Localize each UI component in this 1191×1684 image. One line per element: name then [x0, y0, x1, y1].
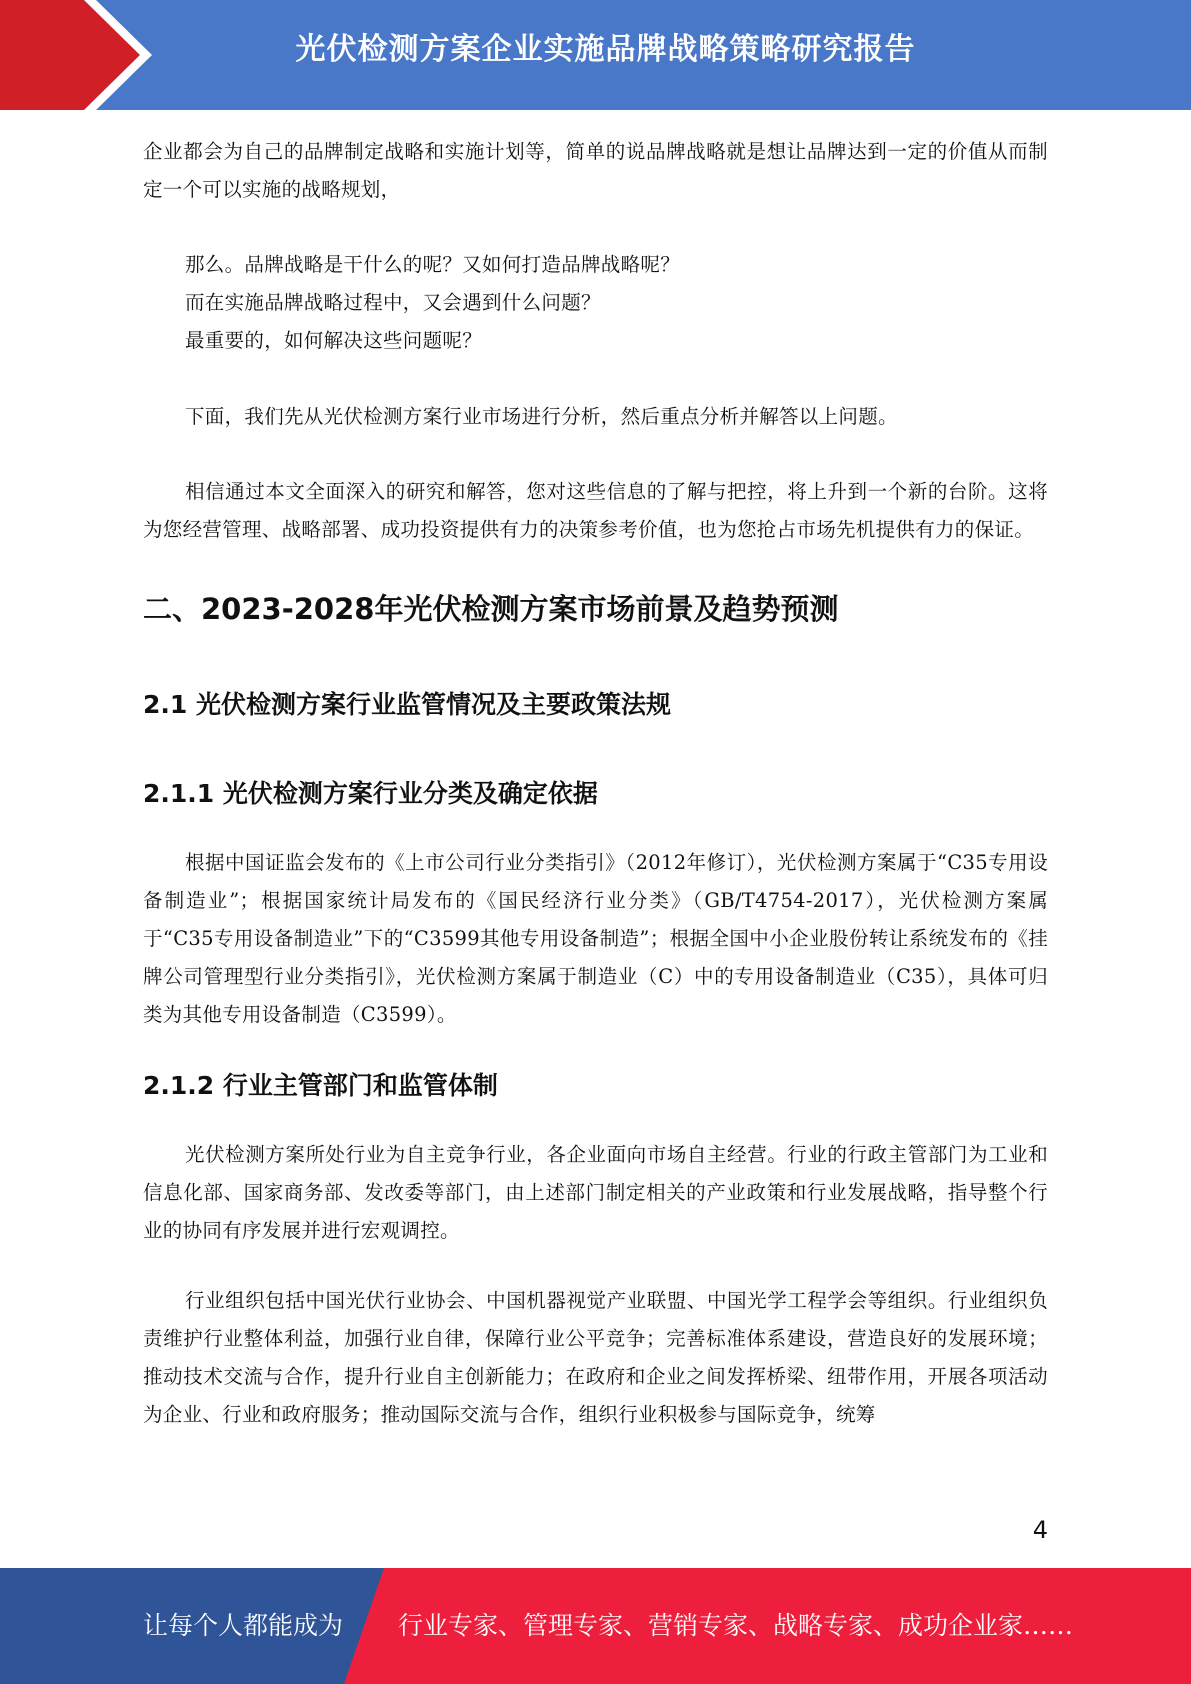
intro-paragraph-2-block: [143, 398, 1048, 436]
intro-paragraph-block: [143, 133, 1048, 209]
section-2-1-2-paragraph-2: 行业组织包括中国光伏行业协会、中国机器视觉产业联盟、中国光学工程学会等组织。行业组织负责维护行业整体利益，加强行业自律，保障行业公平竞争；完善标准体系建设，营造良好的发展环境；推动技术交流与合作，提升行业自主创新能力；在政府和企业之间发挥桥梁、纽带作用，开展各项活动为企业、行业和政府服务；推动国际交流与合作，组织行业积极参与国际竞争，统筹: [143, 1289, 1048, 1426]
question-2: 而在实施品牌战略过程中，又会遇到什么问题？: [185, 291, 601, 314]
question-3: 最重要的，如何解决这些问题呢？: [185, 329, 483, 352]
footer-slogan-left: 让每个人都能成为: [143, 1611, 344, 1640]
red-chevron-decoration: [0, 0, 160, 110]
section-2-1-2-heading: 2.1.2 行业主管部门和监管体制: [143, 1071, 498, 1100]
footer-slogan-right: 行业专家、管理专家、营销专家、战略专家、成功企业家……: [398, 1611, 1074, 1640]
section-2-1-heading: 2.1 光伏检测方案行业监管情况及主要政策法规: [143, 690, 671, 719]
section-2-1-1-heading: 2.1.1 光伏检测方案行业分类及确定依据: [143, 779, 598, 808]
intro-paragraph-2: 下面，我们先从光伏检测方案行业市场进行分析，然后重点分析并解答以上问题。: [185, 405, 898, 428]
page-content: [143, 133, 1048, 1434]
intro-paragraph-3-block: [143, 473, 1048, 549]
intro-paragraph-1: 企业都会为自己的品牌制定战略和实施计划等，简单的说品牌战略就是想让品牌达到一定的价值从而制定一个可以实施的战略规划，: [143, 140, 1048, 201]
section-2-1-2-body-1: [143, 1136, 1048, 1250]
section-2-1-2-paragraph-1: 光伏检测方案所处行业为自主竞争行业，各企业面向市场自主经营。行业的行政主管部门为工业和信息化部、国家商务部、发改委等部门，由上述部门制定相关的产业政策和行业发展战略，指导整个行业的协同有序发展并进行宏观调控。: [143, 1143, 1048, 1242]
intro-paragraph-3: 相信通过本文全面深入的研究和解答，您对这些信息的了解与把控，将上升到一个新的台阶。这将为您经营管理、战略部署、成功投资提供有力的决策参考价值，也为您抢占市场先机提供有力的保证。: [143, 480, 1048, 541]
question-list: [143, 246, 1048, 360]
section-2-1-2-body-2: [143, 1282, 1048, 1434]
question-1: 那么。品牌战略是干什么的呢？又如何打造品牌战略呢？: [185, 253, 681, 276]
section-2-1-1-paragraph: 根据中国证监会发布的《上市公司行业分类指引》（2012年修订），光伏检测方案属于“C35专用设备制造业”；根据国家统计局发布的《国民经济行业分类》（GB/T4754-2017），光伏检测方案属于“C35专用设备制造业”下的“C3599其他专用设备制造”；根据全国中小企业股份转让系统发布的《挂牌公司管理型行业分类指引》，光伏检测方案属于制造业（C）中的专用设备制造业（C35），具体可归类为其他专用设备制造（C3599）。: [143, 851, 1048, 1026]
section-2-heading: 二、2023-2028年光伏检测方案市场前景及趋势预测: [143, 592, 839, 626]
section-2-1-1-body: [143, 844, 1048, 1034]
page-footer: [0, 1568, 1191, 1684]
header-title: 光伏检测方案企业实施品牌战略策略研究报告: [295, 32, 916, 67]
page-number: 4: [1032, 1516, 1048, 1544]
page-header: [0, 0, 1191, 110]
